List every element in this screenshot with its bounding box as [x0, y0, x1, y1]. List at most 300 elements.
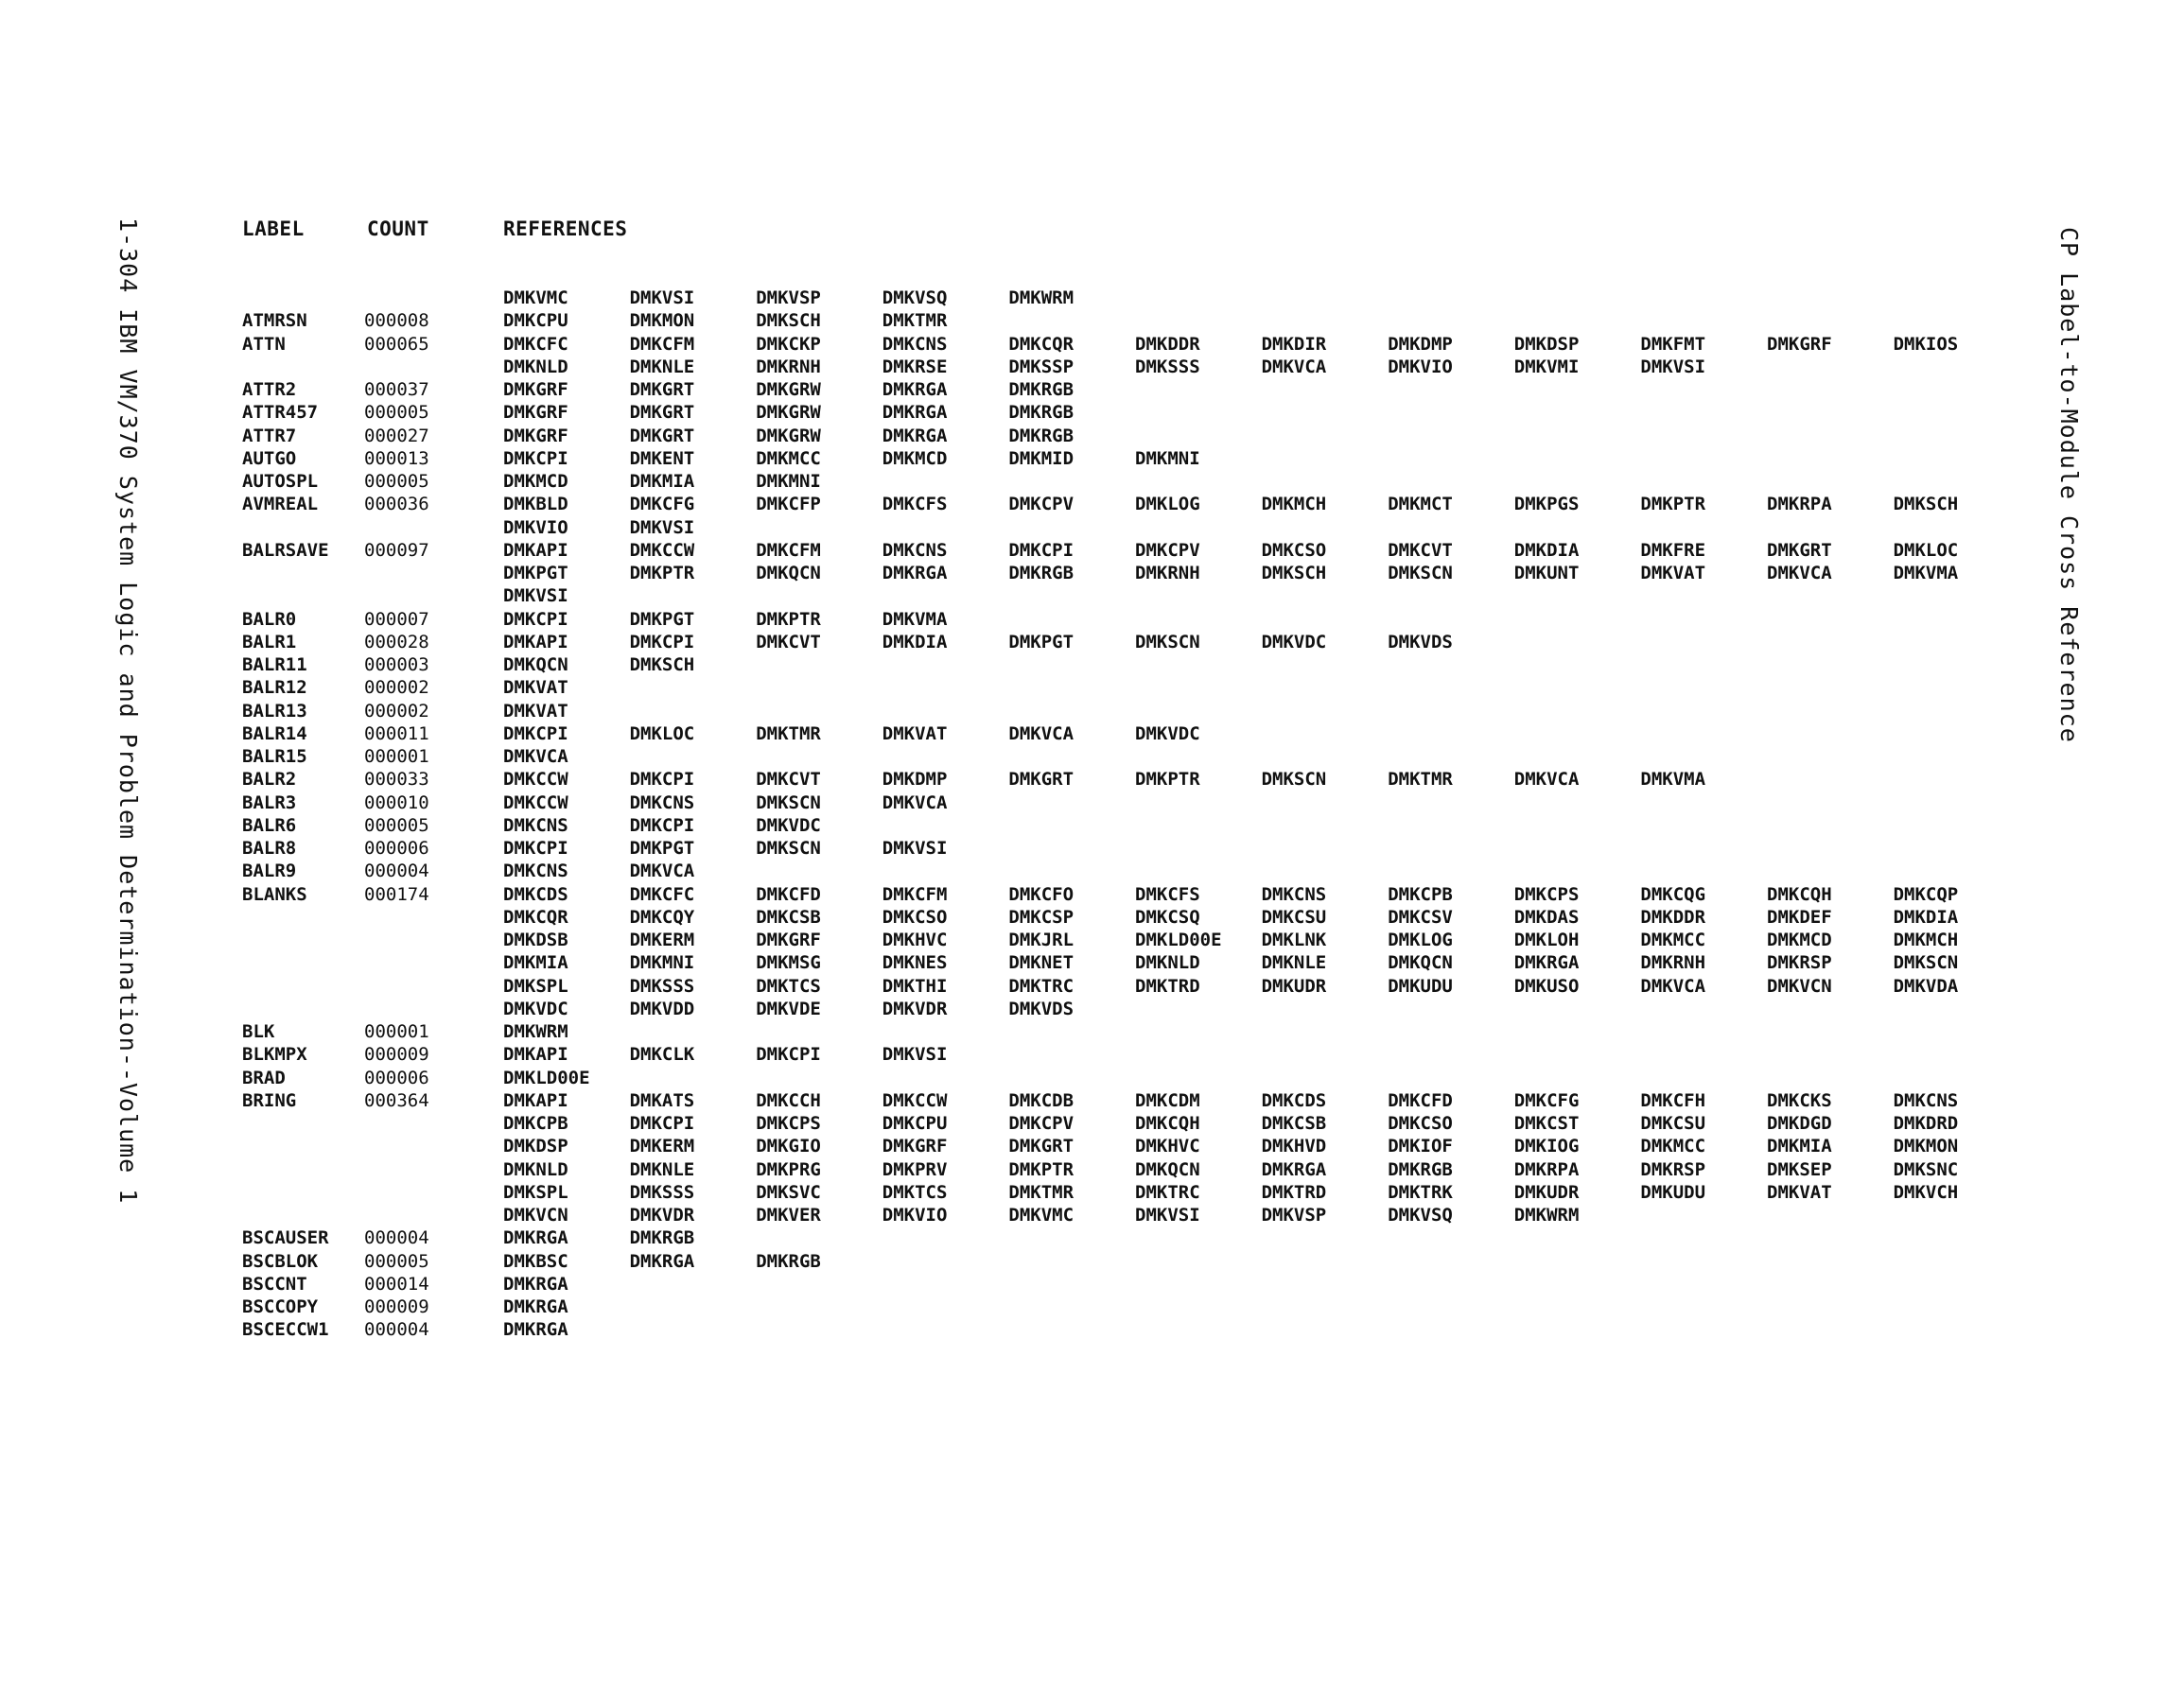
module-reference: DMKMCT: [1388, 494, 1453, 515]
module-reference: DMKCSO: [1261, 539, 1327, 561]
module-reference: DMKUNT: [1513, 563, 1580, 583]
count-cell: 000009: [364, 1044, 429, 1066]
module-reference: DMKCPV: [1135, 539, 1200, 561]
count-cell: 000010: [364, 791, 429, 813]
module-reference: DMKSCN: [1261, 769, 1327, 791]
module-reference: DMKRGB: [1008, 425, 1075, 446]
module-reference: DMKERM: [629, 930, 695, 950]
module-reference: DMKVSI: [1640, 356, 1706, 377]
module-reference: DMKCSU: [1640, 1113, 1706, 1134]
module-reference: DMKCPI: [503, 722, 568, 744]
label-cell: BLANKS: [242, 883, 307, 905]
module-reference: DMKCNS: [1261, 883, 1327, 905]
module-reference: DMKLD00E: [503, 1067, 590, 1088]
count-cell: 000028: [364, 631, 429, 652]
label-cell: BALR11: [242, 654, 307, 675]
module-reference: DMKMNI: [629, 952, 695, 974]
module-reference: DMKRGA: [503, 1227, 568, 1249]
label-cell: BSCCNT: [242, 1273, 307, 1295]
module-reference: DMKCSU: [1261, 906, 1327, 928]
module-reference: DMKCCW: [503, 769, 568, 791]
module-reference: DMKVSQ: [882, 287, 948, 308]
count-cell: 000006: [364, 838, 429, 859]
module-reference: DMKPGT: [629, 608, 695, 630]
module-reference: DMKNET: [1008, 952, 1075, 974]
module-reference: DMKRGB: [1008, 379, 1075, 400]
module-reference: DMKRGA: [1261, 1158, 1327, 1180]
label-cell: BALR12: [242, 677, 307, 699]
module-reference: DMKMCD: [882, 447, 948, 469]
module-reference: DMKTMR: [756, 722, 821, 744]
module-reference: DMKRGB: [756, 1250, 821, 1272]
module-reference: DMKVCA: [1513, 769, 1580, 791]
module-reference: DMKCPU: [503, 310, 568, 332]
label-cell: BSCBLOK: [242, 1250, 319, 1272]
module-reference: DMKIOF: [1388, 1136, 1453, 1157]
module-reference: DMKCCW: [503, 791, 568, 813]
module-reference: DMKRGA: [503, 1273, 568, 1295]
module-reference: DMKHVC: [1135, 1136, 1200, 1157]
module-reference: DMKRGA: [503, 1296, 568, 1317]
module-reference: DMKCPI: [629, 1113, 695, 1134]
module-reference: DMKCNS: [882, 333, 948, 355]
module-reference: DMKCFM: [756, 539, 821, 561]
module-reference: DMKDMP: [882, 769, 948, 791]
module-reference: DMKDMP: [1388, 333, 1453, 355]
module-reference: DMKMID: [1008, 447, 1075, 469]
count-cell: 000014: [364, 1273, 429, 1295]
module-reference: DMKCQR: [503, 906, 568, 928]
module-reference: DMKIOG: [1513, 1136, 1580, 1157]
label-column-header: LABEL: [242, 217, 305, 240]
module-reference: DMKVDC: [1261, 631, 1327, 652]
module-reference: DMKDIR: [1261, 333, 1327, 355]
module-reference: DMKRGA: [882, 425, 948, 446]
count-cell: 000002: [364, 700, 429, 722]
module-reference: DMKRGA: [629, 1250, 695, 1272]
module-reference: DMKCPI: [503, 447, 568, 469]
module-reference: DMKCDB: [1008, 1089, 1075, 1111]
module-reference: DMKLOG: [1135, 494, 1200, 515]
count-cell: 000013: [364, 447, 429, 469]
module-reference: DMKCFG: [1513, 1089, 1580, 1111]
module-reference: DMKRGB: [629, 1227, 695, 1249]
module-reference: DMKRPA: [1767, 494, 1832, 515]
module-reference: DMKATS: [629, 1089, 695, 1111]
module-reference: DMKVCA: [882, 791, 948, 813]
module-reference: DMKVDE: [756, 998, 821, 1019]
module-reference: DMKGRW: [756, 379, 821, 400]
module-reference: DMKTRD: [1261, 1181, 1327, 1203]
module-reference: DMKPTR: [756, 608, 821, 630]
count-cell: 000001: [364, 746, 429, 767]
module-reference: DMKVCA: [1261, 356, 1327, 377]
module-reference: DMKRGA: [882, 563, 948, 583]
module-reference: DMKCPB: [503, 1113, 568, 1134]
module-reference: DMKLNK: [1261, 930, 1327, 950]
module-reference: DMKGRF: [503, 425, 568, 446]
module-reference: DMKENT: [629, 447, 695, 469]
module-reference: DMKVCN: [503, 1205, 568, 1226]
module-reference: DMKGRT: [629, 379, 695, 400]
module-reference: DMKCCH: [756, 1089, 821, 1111]
count-cell: 000002: [364, 677, 429, 699]
module-reference: DMKVSP: [756, 287, 821, 308]
module-reference: DMKSCN: [756, 838, 821, 859]
references-column-header: REFERENCES: [503, 217, 628, 240]
module-reference: DMKDIA: [882, 631, 948, 652]
module-reference: DMKDSB: [503, 930, 568, 950]
module-reference: DMKDSP: [1513, 333, 1580, 355]
module-reference: DMKMON: [1893, 1136, 1959, 1157]
module-reference: DMKVCA: [1640, 975, 1706, 997]
module-reference: DMKNLD: [503, 1158, 568, 1180]
module-reference: DMKCSP: [1008, 906, 1075, 928]
module-reference: DMKWRM: [1008, 287, 1075, 308]
module-reference: DMKCVT: [756, 631, 821, 652]
module-reference: DMKMNI: [756, 471, 821, 492]
module-reference: DMKSSS: [1135, 356, 1200, 377]
module-reference: DMKMIA: [503, 952, 568, 974]
module-reference: DMKVSI: [1135, 1205, 1200, 1226]
count-cell: 000005: [364, 402, 429, 424]
module-reference: DMKCKS: [1767, 1089, 1832, 1111]
module-reference: DMKVMC: [1008, 1205, 1075, 1226]
module-reference: DMKVSI: [629, 516, 695, 538]
label-cell: BALR14: [242, 722, 307, 744]
module-reference: DMKTMR: [1008, 1181, 1075, 1203]
module-reference: DMKPTR: [629, 563, 695, 583]
count-cell: 000364: [364, 1089, 429, 1111]
module-reference: DMKGRF: [1767, 333, 1832, 355]
module-reference: DMKVIO: [503, 516, 568, 538]
count-cell: 000004: [364, 1227, 429, 1249]
module-reference: DMKQCN: [1388, 952, 1453, 974]
module-reference: DMKCFP: [756, 494, 821, 515]
module-reference: DMKCPU: [882, 1113, 948, 1134]
module-reference: DMKRGB: [1388, 1158, 1453, 1180]
count-cell: 000004: [364, 1319, 429, 1341]
label-cell: BALR13: [242, 700, 307, 722]
module-reference: DMKVER: [756, 1205, 821, 1226]
module-reference: DMKMIA: [1767, 1136, 1832, 1157]
count-cell: 000174: [364, 883, 429, 905]
module-reference: DMKDDR: [1135, 333, 1200, 355]
module-reference: DMKRGA: [1513, 952, 1580, 974]
module-reference: DMKVSI: [629, 287, 695, 308]
module-reference: DMKTRK: [1388, 1181, 1453, 1203]
module-reference: DMKGRT: [629, 425, 695, 446]
label-cell: BRAD: [242, 1067, 286, 1088]
module-reference: DMKMIA: [629, 471, 695, 492]
module-reference: DMKTCS: [756, 975, 821, 997]
module-reference: DMKCQY: [629, 906, 695, 928]
module-reference: DMKCPI: [1008, 539, 1075, 561]
module-reference: DMKQCN: [1135, 1158, 1200, 1180]
module-reference: DMKGRT: [1008, 769, 1075, 791]
label-cell: AVMREAL: [242, 494, 319, 515]
module-reference: DMKRPA: [1513, 1158, 1580, 1180]
module-reference: DMKCNS: [503, 814, 568, 836]
module-reference: DMKUDR: [1513, 1181, 1580, 1203]
count-cell: 000033: [364, 769, 429, 791]
module-reference: DMKVAT: [1640, 563, 1706, 583]
module-reference: DMKPGT: [1008, 631, 1075, 652]
module-reference: DMKSSS: [629, 975, 695, 997]
module-reference: DMKSEP: [1767, 1158, 1832, 1180]
module-reference: DMKCFS: [1135, 883, 1200, 905]
label-cell: ATMRSN: [242, 310, 307, 332]
count-cell: 000037: [364, 379, 429, 400]
module-reference: DMKRSP: [1767, 952, 1832, 974]
module-reference: DMKIOS: [1893, 333, 1959, 355]
module-reference: DMKFRE: [1640, 539, 1706, 561]
module-reference: DMKSCN: [756, 791, 821, 813]
module-reference: DMKSCN: [1893, 952, 1959, 974]
module-reference: DMKSPL: [503, 1181, 568, 1203]
count-cell: 000036: [364, 494, 429, 515]
module-reference: DMKBSC: [503, 1250, 568, 1272]
module-reference: DMKRGA: [882, 402, 948, 424]
count-cell: 000011: [364, 722, 429, 744]
module-reference: DMKGRT: [1767, 539, 1832, 561]
module-reference: DMKUSO: [1513, 975, 1580, 997]
module-reference: DMKCQG: [1640, 883, 1706, 905]
module-reference: DMKNLE: [629, 356, 695, 377]
module-reference: DMKVSI: [882, 838, 948, 859]
module-reference: DMKVDS: [1008, 998, 1075, 1019]
module-reference: DMKCNS: [1893, 1089, 1959, 1111]
module-reference: DMKVCN: [1767, 975, 1832, 997]
module-reference: DMKRGA: [503, 1319, 568, 1341]
module-reference: DMKWRM: [1513, 1205, 1580, 1226]
module-reference: DMKCFM: [629, 333, 695, 355]
module-reference: DMKCFH: [1640, 1089, 1706, 1111]
label-cell: BALR1: [242, 631, 297, 652]
module-reference: DMKVDR: [882, 998, 948, 1019]
module-reference: DMKPTR: [1135, 769, 1200, 791]
module-reference: DMKVDC: [503, 998, 568, 1019]
module-reference: DMKLOH: [1513, 930, 1580, 950]
module-reference: DMKVDS: [1388, 631, 1453, 652]
module-reference: DMKGRF: [503, 402, 568, 424]
module-reference: DMKAPI: [503, 1044, 568, 1066]
module-reference: DMKDAS: [1513, 906, 1580, 928]
module-reference: DMKCFC: [629, 883, 695, 905]
module-reference: DMKCNS: [882, 539, 948, 561]
module-reference: DMKQCN: [503, 654, 568, 675]
module-reference: DMKVCA: [1767, 563, 1832, 583]
module-reference: DMKDGD: [1767, 1113, 1832, 1134]
label-cell: ATTR2: [242, 379, 297, 400]
module-reference: DMKCDS: [1261, 1089, 1327, 1111]
module-reference: DMKSCH: [629, 654, 695, 675]
module-reference: DMKVSI: [882, 1044, 948, 1066]
module-reference: DMKSCN: [1135, 631, 1200, 652]
module-reference: DMKGRW: [756, 402, 821, 424]
module-reference: DMKRNH: [1135, 563, 1200, 583]
module-reference: DMKVIO: [882, 1205, 948, 1226]
module-reference: DMKLOG: [1388, 930, 1453, 950]
module-reference: DMKCSQ: [1135, 906, 1200, 928]
module-reference: DMKVMI: [1513, 356, 1580, 377]
module-reference: DMKRGA: [882, 379, 948, 400]
module-reference: DMKCNS: [629, 791, 695, 813]
module-reference: DMKCDS: [503, 883, 568, 905]
module-reference: DMKVCA: [629, 861, 695, 882]
module-reference: DMKGRT: [629, 402, 695, 424]
label-cell: AUTOSPL: [242, 471, 319, 492]
left-margin-running-title: 1-304 IBM VM/370 System Logic and Problem Determination--Volume 1: [114, 217, 142, 1205]
module-reference: DMKDDR: [1640, 906, 1706, 928]
count-cell: 000005: [364, 1250, 429, 1272]
module-reference: DMKCPV: [1008, 494, 1075, 515]
module-reference: DMKVMC: [503, 287, 568, 308]
module-reference: DMKCPI: [503, 608, 568, 630]
module-reference: DMKCFC: [503, 333, 568, 355]
module-reference: DMKVCA: [503, 746, 568, 767]
module-reference: DMKGRT: [1008, 1136, 1075, 1157]
module-reference: DMKTRC: [1008, 975, 1075, 997]
module-reference: DMKSSP: [1008, 356, 1075, 377]
module-reference: DMKGIO: [756, 1136, 821, 1157]
module-reference: DMKFMT: [1640, 333, 1706, 355]
module-reference: DMKNES: [882, 952, 948, 974]
label-cell: BLK: [242, 1021, 275, 1042]
module-reference: DMKPGT: [503, 563, 568, 583]
module-reference: DMKAPI: [503, 631, 568, 652]
count-cell: 000004: [364, 861, 429, 882]
module-reference: DMKMNI: [1135, 447, 1200, 469]
module-reference: DMKLOC: [1893, 539, 1959, 561]
module-reference: DMKCPV: [1008, 1113, 1075, 1134]
module-reference: DMKCCW: [882, 1089, 948, 1111]
module-reference: DMKVDC: [756, 814, 821, 836]
module-reference: DMKVAT: [503, 677, 568, 699]
module-reference: DMKMSG: [756, 952, 821, 974]
label-cell: AUTGO: [242, 447, 297, 469]
module-reference: DMKCSO: [1388, 1113, 1453, 1134]
label-cell: ATTR457: [242, 402, 319, 424]
module-reference: DMKHVD: [1261, 1136, 1327, 1157]
label-cell: BSCECCW1: [242, 1319, 329, 1341]
module-reference: DMKMCH: [1261, 494, 1327, 515]
module-reference: DMKCSV: [1388, 906, 1453, 928]
module-reference: DMKRNH: [756, 356, 821, 377]
module-reference: DMKSSS: [629, 1181, 695, 1203]
module-reference: DMKCQP: [1893, 883, 1959, 905]
module-reference: DMKUDR: [1261, 975, 1327, 997]
count-cell: 000003: [364, 654, 429, 675]
module-reference: DMKSNC: [1893, 1158, 1959, 1180]
module-reference: DMKVSP: [1261, 1205, 1327, 1226]
module-reference: DMKLD00E: [1135, 930, 1222, 950]
module-reference: DMKCSB: [756, 906, 821, 928]
label-cell: BRING: [242, 1089, 297, 1111]
module-reference: DMKRGB: [1008, 402, 1075, 424]
module-reference: DMKGRW: [756, 425, 821, 446]
module-reference: DMKPGT: [629, 838, 695, 859]
count-cell: 000005: [364, 814, 429, 836]
module-reference: DMKCDM: [1135, 1089, 1200, 1111]
module-reference: DMKTMR: [882, 310, 948, 332]
module-reference: DMKTCS: [882, 1181, 948, 1203]
module-reference: DMKDEF: [1767, 906, 1832, 928]
module-reference: DMKCPS: [1513, 883, 1580, 905]
count-cell: 000009: [364, 1296, 429, 1317]
module-reference: DMKNLD: [1135, 952, 1200, 974]
module-reference: DMKCPB: [1388, 883, 1453, 905]
module-reference: DMKMCH: [1893, 930, 1959, 950]
count-cell: 000006: [364, 1067, 429, 1088]
label-cell: BALRSAVE: [242, 539, 329, 561]
count-cell: 000097: [364, 539, 429, 561]
module-reference: DMKTRD: [1135, 975, 1200, 997]
module-reference: DMKCPI: [503, 838, 568, 859]
count-cell: 000005: [364, 471, 429, 492]
module-reference: DMKDIA: [1513, 539, 1580, 561]
module-reference: DMKMCD: [1767, 930, 1832, 950]
module-reference: DMKVSQ: [1388, 1205, 1453, 1226]
module-reference: DMKRNH: [1640, 952, 1706, 974]
count-cell: 000001: [364, 1021, 429, 1042]
count-cell: 000008: [364, 310, 429, 332]
module-reference: DMKCFD: [1388, 1089, 1453, 1111]
module-reference: DMKMON: [629, 310, 695, 332]
module-reference: DMKVDR: [629, 1205, 695, 1226]
module-reference: DMKSCN: [1388, 563, 1453, 583]
label-cell: BALR3: [242, 791, 297, 813]
module-reference: DMKVMA: [1893, 563, 1959, 583]
module-reference: DMKNLE: [629, 1158, 695, 1180]
module-reference: DMKTRC: [1135, 1181, 1200, 1203]
module-reference: DMKAPI: [503, 539, 568, 561]
module-reference: DMKDSP: [503, 1136, 568, 1157]
module-reference: DMKVCH: [1893, 1181, 1959, 1203]
module-reference: DMKPTR: [1008, 1158, 1075, 1180]
module-reference: DMKCFO: [1008, 883, 1075, 905]
module-reference: DMKRSP: [1640, 1158, 1706, 1180]
count-cell: 000065: [364, 333, 429, 355]
module-reference: DMKCPI: [756, 1044, 821, 1066]
module-reference: DMKDRD: [1893, 1113, 1959, 1134]
module-reference: DMKGRF: [756, 930, 821, 950]
module-reference: DMKVAT: [882, 722, 948, 744]
module-reference: DMKTHI: [882, 975, 948, 997]
label-cell: BALR8: [242, 838, 297, 859]
module-reference: DMKCQH: [1767, 883, 1832, 905]
module-reference: DMKWRM: [503, 1021, 568, 1042]
module-reference: DMKMCD: [503, 471, 568, 492]
module-reference: DMKRSE: [882, 356, 948, 377]
module-reference: DMKCST: [1513, 1113, 1580, 1134]
module-reference: DMKQCN: [756, 563, 821, 583]
module-reference: DMKVMA: [882, 608, 948, 630]
module-reference: DMKVDC: [1135, 722, 1200, 744]
label-cell: BALR0: [242, 608, 297, 630]
module-reference: DMKUDU: [1388, 975, 1453, 997]
label-cell: BLKMPX: [242, 1044, 307, 1066]
module-reference: DMKCFD: [756, 883, 821, 905]
module-reference: DMKTMR: [1388, 769, 1453, 791]
module-reference: DMKCQH: [1135, 1113, 1200, 1134]
module-reference: DMKSCH: [756, 310, 821, 332]
module-reference: DMKCPI: [629, 631, 695, 652]
module-reference: DMKVMA: [1640, 769, 1706, 791]
module-reference: DMKHVC: [882, 930, 948, 950]
module-reference: DMKVDA: [1893, 975, 1959, 997]
module-reference: DMKCVT: [1388, 539, 1453, 561]
